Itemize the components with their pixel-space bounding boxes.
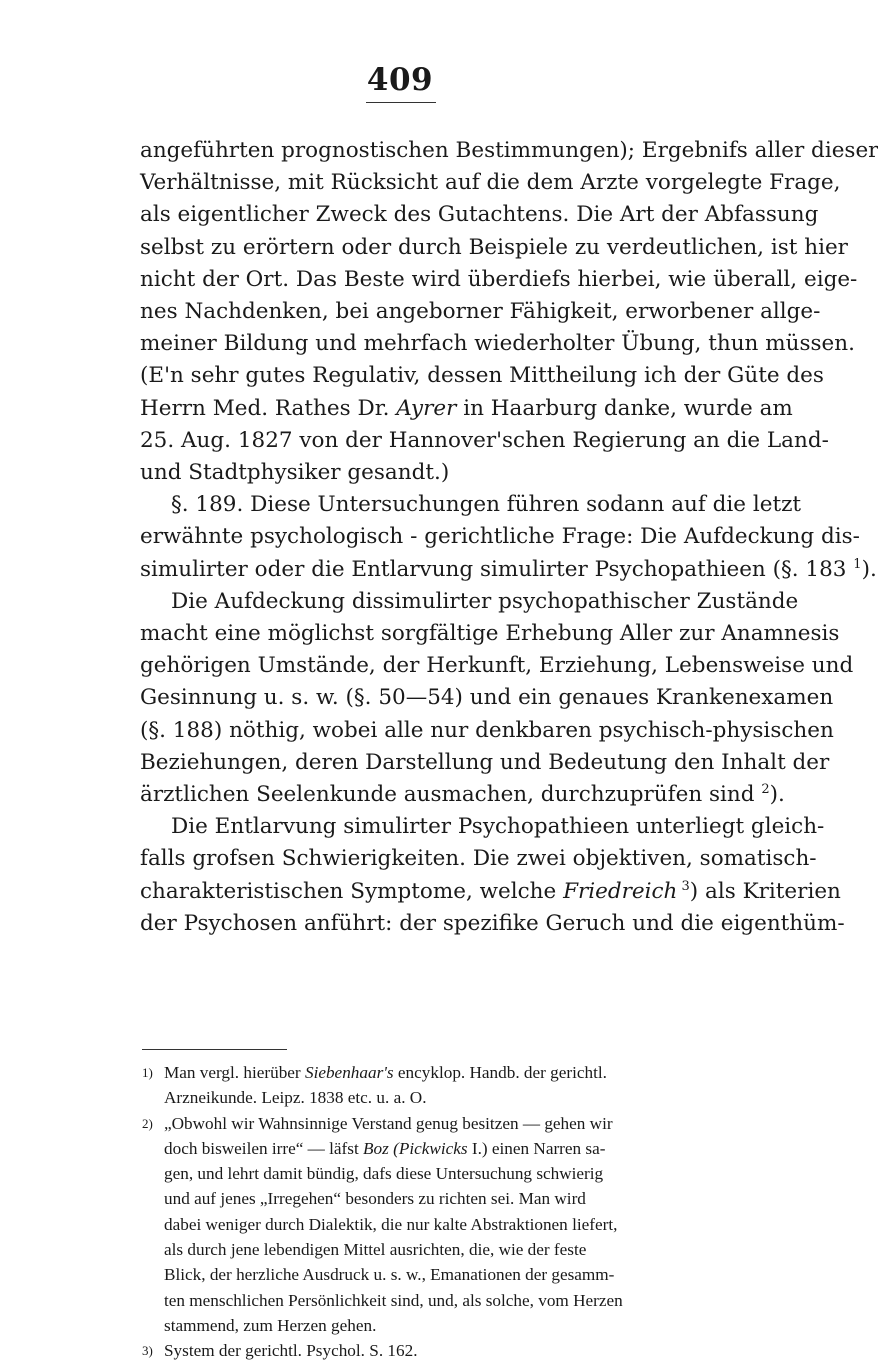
footnote-2-cont: stammend, zum Herzen gehen. bbox=[164, 1315, 377, 1335]
footnotes bbox=[142, 1060, 710, 1364]
text-fragment: charakteristischen Symptome, welche bbox=[140, 878, 564, 904]
text-fragment: ärztlichen Seelenkunde ausmachen, durchzuprüfen sind bbox=[140, 782, 762, 808]
footnote-1-cont: Arzneikunde. Leipz. 1838 etc. u. a. O. bbox=[164, 1088, 427, 1108]
footnote-divider bbox=[142, 1049, 287, 1050]
text-line: Gesinnung u. s. w. (§. 50—54) und ein genaues Krankenexamen bbox=[140, 685, 834, 711]
text-fragment: simulirter oder die Entlarvung simulirter Psychopathieen (§. 183 bbox=[140, 556, 854, 582]
text-line: (E'n sehr gutes Regulativ, dessen Mittheilung ich der Güte des bbox=[140, 363, 824, 389]
text-fragment: in Haarburg danke, wurde am bbox=[456, 395, 793, 421]
footnote-2-cont: ten menschlichen Persönlichkeit sind, und, als solche, vom Herzen bbox=[164, 1290, 623, 1310]
text-line: Verhältnisse, mit Rücksicht auf die dem Arzte vorgelegte Frage, bbox=[140, 170, 841, 196]
footnote-ref: 3 bbox=[677, 878, 690, 894]
text-line: (§. 188) nöthig, wobei alle nur denkbaren psychisch-physischen bbox=[140, 717, 834, 743]
text-line: Die Entlarvung simulirter Psychopathieen unterliegt gleich- bbox=[171, 814, 825, 840]
person-name: Ayrer bbox=[396, 395, 457, 421]
text-line: nes Nachdenken, bei angeborner Fähigkeit, erworbener allge- bbox=[140, 299, 821, 325]
text-line: angeführten prognostischen Bestimmungen); Ergebnifs aller dieser bbox=[140, 138, 878, 163]
footnote-2 bbox=[142, 1111, 710, 1136]
page-number-underline bbox=[366, 102, 436, 103]
footnote-ref: 1 bbox=[853, 556, 862, 572]
footnote-2-cont: und auf jenes „Irregehen“ besonders zu richten sei. Man wird bbox=[164, 1189, 586, 1209]
text-line bbox=[140, 876, 841, 908]
text-line: Beziehungen, deren Darstellung und Bedeutung den Inhalt der bbox=[140, 749, 830, 775]
text-line: gehörigen Umstände, der Herkunft, Erziehung, Lebensweise und bbox=[140, 653, 854, 679]
paragraph-3 bbox=[140, 586, 854, 811]
text-line: §. 189. Diese Untersuchungen führen sodann auf die letzt bbox=[171, 492, 802, 518]
footnote-3 bbox=[142, 1338, 710, 1363]
text-fragment: „Obwohl wir Wahnsinnige Verstand genug besitzen — gehen wir bbox=[164, 1113, 613, 1133]
text-fragment: I.) einen Narren sa- bbox=[467, 1138, 606, 1158]
text-line: der Psychosen anführt: der spezifike Geruch und die eigenthüm- bbox=[140, 910, 845, 936]
footnote-ref: 2 bbox=[761, 781, 770, 797]
page-number: 409 bbox=[366, 62, 434, 98]
text-line bbox=[140, 554, 877, 586]
person-name: Friedreich bbox=[563, 878, 678, 904]
person-name: Siebenhaar's bbox=[304, 1063, 394, 1082]
text-line: selbst zu erörtern oder durch Beispiele zu verdeutlichen, ist hier bbox=[140, 234, 848, 260]
text-line bbox=[140, 393, 793, 425]
paragraph-1 bbox=[140, 135, 878, 489]
text-fragment: doch bisweilen irre“ — läfst bbox=[164, 1138, 364, 1158]
text-fragment: encyklop. Handb. der gerichtl. bbox=[393, 1063, 607, 1082]
text-fragment: Man vergl. hierüber bbox=[164, 1063, 305, 1082]
footnote-mark: 1) bbox=[142, 1065, 153, 1080]
paragraph-2 bbox=[140, 489, 877, 586]
text-line: Die Aufdeckung dissimulirter psychopathischer Zustände bbox=[171, 588, 799, 614]
footnote-mark: 2) bbox=[142, 1115, 153, 1131]
footnote-2-cont: als durch jene lebendigen Mittel ausrichten, die, wie der feste bbox=[164, 1240, 587, 1260]
text-line: 25. Aug. 1827 von der Hannover'schen Regierung an die Land- bbox=[140, 427, 829, 453]
text-line: meiner Bildung und mehrfach wiederholter Übung, thun müssen. bbox=[140, 331, 855, 357]
text-line: als eigentlicher Zweck des Gutachtens. Die Art der Abfassung bbox=[140, 202, 819, 228]
text-line bbox=[140, 779, 785, 811]
footnote-mark: 3) bbox=[142, 1343, 153, 1359]
body-text bbox=[140, 135, 878, 940]
text-fragment: ) als Kriterien bbox=[689, 878, 841, 904]
text-line: falls grofsen Schwierigkeiten. Die zwei objektiven, somatisch- bbox=[140, 846, 817, 872]
footnote-2-cont: dabei weniger durch Dialektik, die nur kalte Abstraktionen liefert, bbox=[164, 1214, 618, 1234]
footnote-2-cont bbox=[142, 1136, 710, 1161]
text-fragment: ). bbox=[769, 782, 785, 808]
text-line: erwähnte psychologisch - gerichtliche Frage: Die Aufdeckung dis- bbox=[140, 524, 860, 550]
footnote-1 bbox=[142, 1060, 710, 1085]
paragraph-4 bbox=[140, 811, 845, 940]
footnote-2-cont: Blick, der herzliche Ausdruck u. s. w., Emanationen der gesamm- bbox=[164, 1265, 615, 1285]
text-fragment: Herrn Med. Rathes Dr. bbox=[140, 395, 397, 421]
footnote-2-cont: gen, und lehrt damit bündig, dafs diese Untersuchung schwierig bbox=[164, 1164, 604, 1184]
text-line: nicht der Ort. Das Beste wird überdiefs hierbei, wie überall, eige- bbox=[140, 266, 858, 292]
text-line: und Stadtphysiker gesandt.) bbox=[140, 460, 450, 486]
person-name: Boz (Pickwicks bbox=[363, 1138, 468, 1158]
text-line: macht eine möglichst sorgfältige Erhebung Aller zur Anamnesis bbox=[140, 621, 840, 647]
text-fragment: System der gerichtl. Psychol. S. 162. bbox=[164, 1341, 418, 1361]
text-fragment: ). bbox=[861, 556, 877, 582]
